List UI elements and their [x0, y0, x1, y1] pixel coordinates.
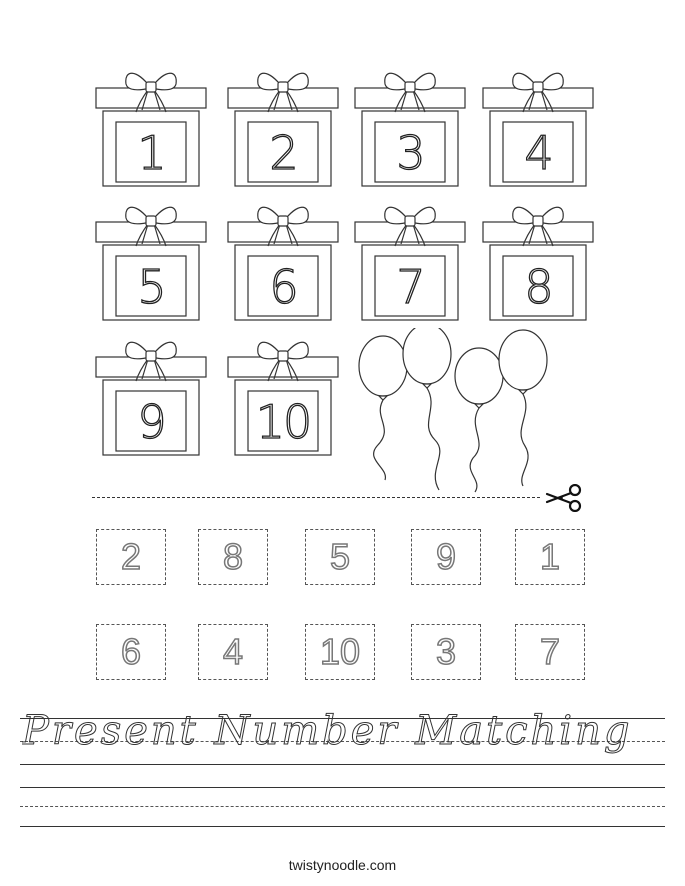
scissors-icon: [544, 484, 584, 512]
balloons-icon: [355, 328, 565, 498]
card-number: 4: [222, 631, 244, 672]
answer-card-3[interactable]: [305, 529, 375, 585]
card-number: 3: [435, 631, 457, 672]
card-number: 9: [435, 536, 457, 577]
present-number: 4: [524, 126, 552, 180]
present-9: [96, 335, 206, 455]
present-number: 8: [524, 260, 552, 314]
present-7: [355, 200, 465, 320]
present-number: 9: [137, 395, 165, 449]
answer-card-2[interactable]: [198, 529, 268, 585]
present-number: 3: [396, 126, 424, 180]
answer-card-8[interactable]: [305, 624, 375, 680]
present-number: 10: [255, 395, 311, 449]
present-8: [483, 200, 593, 320]
answer-card-4[interactable]: [411, 529, 481, 585]
card-number: 2: [120, 536, 142, 577]
answer-card-1[interactable]: [96, 529, 166, 585]
answer-card-7[interactable]: [198, 624, 268, 680]
present-number: 1: [137, 126, 165, 180]
present-10: [228, 335, 338, 455]
present-2: [228, 66, 338, 186]
present-number: 5: [137, 260, 165, 314]
answer-card-10[interactable]: [515, 624, 585, 680]
present-number: 6: [269, 260, 297, 314]
worksheet-title: Present Number Matching: [22, 708, 633, 754]
footer-site[interactable]: twistynoodle.com: [288, 857, 397, 873]
card-number: 8: [222, 536, 244, 577]
practice-line-base: [20, 826, 665, 827]
card-number: 7: [539, 631, 561, 672]
present-number: 2: [269, 126, 297, 180]
present-6: [228, 200, 338, 320]
present-3: [355, 66, 465, 186]
card-number: 1: [539, 536, 561, 577]
card-number: 6: [120, 631, 142, 672]
cut-line: [92, 497, 540, 498]
present-number: 7: [396, 260, 424, 314]
practice-line-mid: [20, 806, 665, 807]
present-4: [483, 66, 593, 186]
practice-line-top: [20, 787, 665, 788]
card-number: 5: [329, 536, 351, 577]
present-5: [96, 200, 206, 320]
answer-card-9[interactable]: [411, 624, 481, 680]
answer-card-6[interactable]: [96, 624, 166, 680]
present-1: [96, 66, 206, 186]
card-number: 10: [319, 631, 361, 672]
answer-card-5[interactable]: [515, 529, 585, 585]
